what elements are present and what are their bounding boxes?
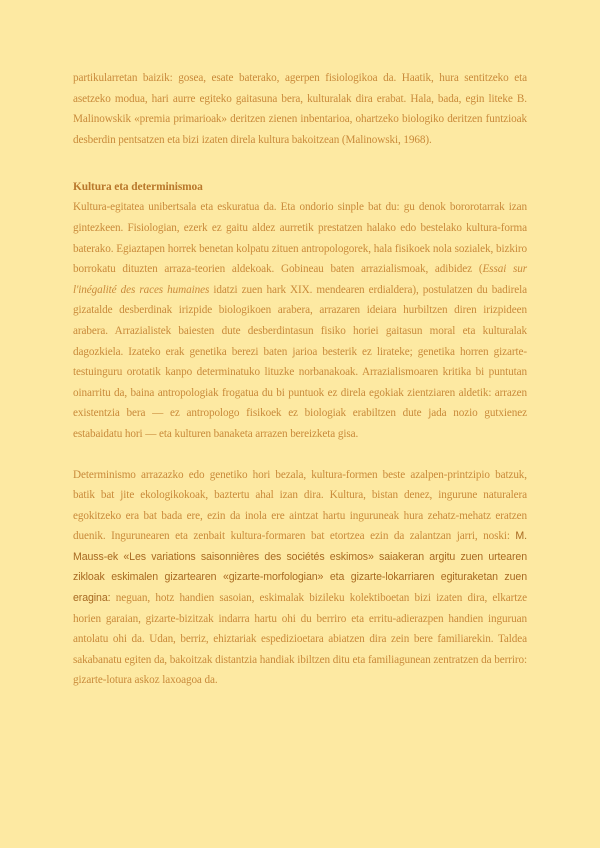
paragraph-determinism [73,197,527,444]
paragraph-spacer [73,445,527,465]
paragraph-determinism-text-b: idatzi zuen hark XIX. mendearen erdialdera), postulatzen du badirela gizatalde desberdinak irizpide biologikoen arabera, arrazaren ideiara hurbiltzen diren irizpideen arabera. Arrazialistek baiesten dute desberdintasun fisiko horiei gaitasun moral eta kulturalak dagozkiela. Izateko erak genetika berezi baten jarioa besterik ez lirateke; genetika horren gizarte-testuinguru orotatik kanpo determinatuko lituzke norbanakoak. Arrazialismoaren kritika bi puntutan oinarritu da, baina antropologiak frogatua du bi puntuok ez direla egokiak zientziaren aldetik: arrazen existentzia bera — ez antropologo fisikoek ez biologiak erabiltzen dute jada nozio gutxienez estabaidatu hori — eta kulturen banaketa arrazen bereizketa gisa. [73,283,527,440]
paragraph-ecology [73,465,527,692]
paragraph-intro: partikularretan baizik: gosea, esate baterako, agerpen fisiologikoa da. Haatik, hura sentitzeko eta asetzeko modua, hari aurre egiteko gaitasuna bera, kulturalak dira erabat. Hala, bada, egin liteke B. Malinowskik «premia primarioak» deritzen zienen inbentarioa, ohartzeko biologiko deritzen funtzioak desberdin pentsatzen eta bizi izaten direla kultura bakoitzean (Malinowski, 1968). [73,72,527,146]
book-title: Essai sur l'inégalité des races humaines [73,263,527,296]
paragraph-determinism-text-a: Kultura-egitatea unibertsala eta eskuratua da. Eta ondorio sinple bat du: gu denok bororotarrak izan gintezkeen. Fisiologian, ezerk ez gaitu aldez aurretik prestatzen halako edo bestelako kultura-forma baterako. Egiaztapen horrek benetan kolpatu zituen antropologorek, hala fisikoek nola sozialek, bizkiro borrokatu dituzten arraza-teorien aldekoak. Gobineau baten arrazialismoak, adibidez ( [73,201,527,276]
section-heading: Kultura eta determinismoa [73,181,203,194]
paragraph-ecology-text-a: Determinismo arrazazko edo genetiko hori bezala, kultura-formen beste azalpen-printzipio batzuk, batik bat jite ekologikokoak, baztertu ahal izan dira. Kultura, bistan denez, ingurune naturalera egokitzeko era bat bada ere, ezin da inola ere aintzat hartu inguruneak hura zehatz-mehatz eratzen duenik. Ingurunearen eta zenbait kultura-formaren bat etortzea ezin da zalantzan jarri, noski: [73,468,527,543]
paragraph-ecology-text-b: neguan, hotz handien sasoian, eskimalak bizileku kolektiboetan bizi izaten dira, elkartze horien garaian, gizarte-bizitzak indarra hartu ohi du berriro eta erritu-adierazpen handien inguruan antolatu ohi da. Udan, berriz, ehiztariak espedizioetara abiatzen dira zein bere familiarekin. Taldea sakabanatu egiten da, bakoitzak distantzia handiak ibiltzen ditu eta familiagunean zentratzen da berriro: gizarte-lotura askoz laxoagoa da. [73,592,527,687]
mauss-reference: M. Mauss-ek «Les variations saisonnières des sociétés eskimos» saiakeran argitu zuen urtearen zikloak eskimalen gizartearen «gizarte-morfologian» eta gizarte-lokarriaren egituraketan zuen eragina: [73,530,527,605]
